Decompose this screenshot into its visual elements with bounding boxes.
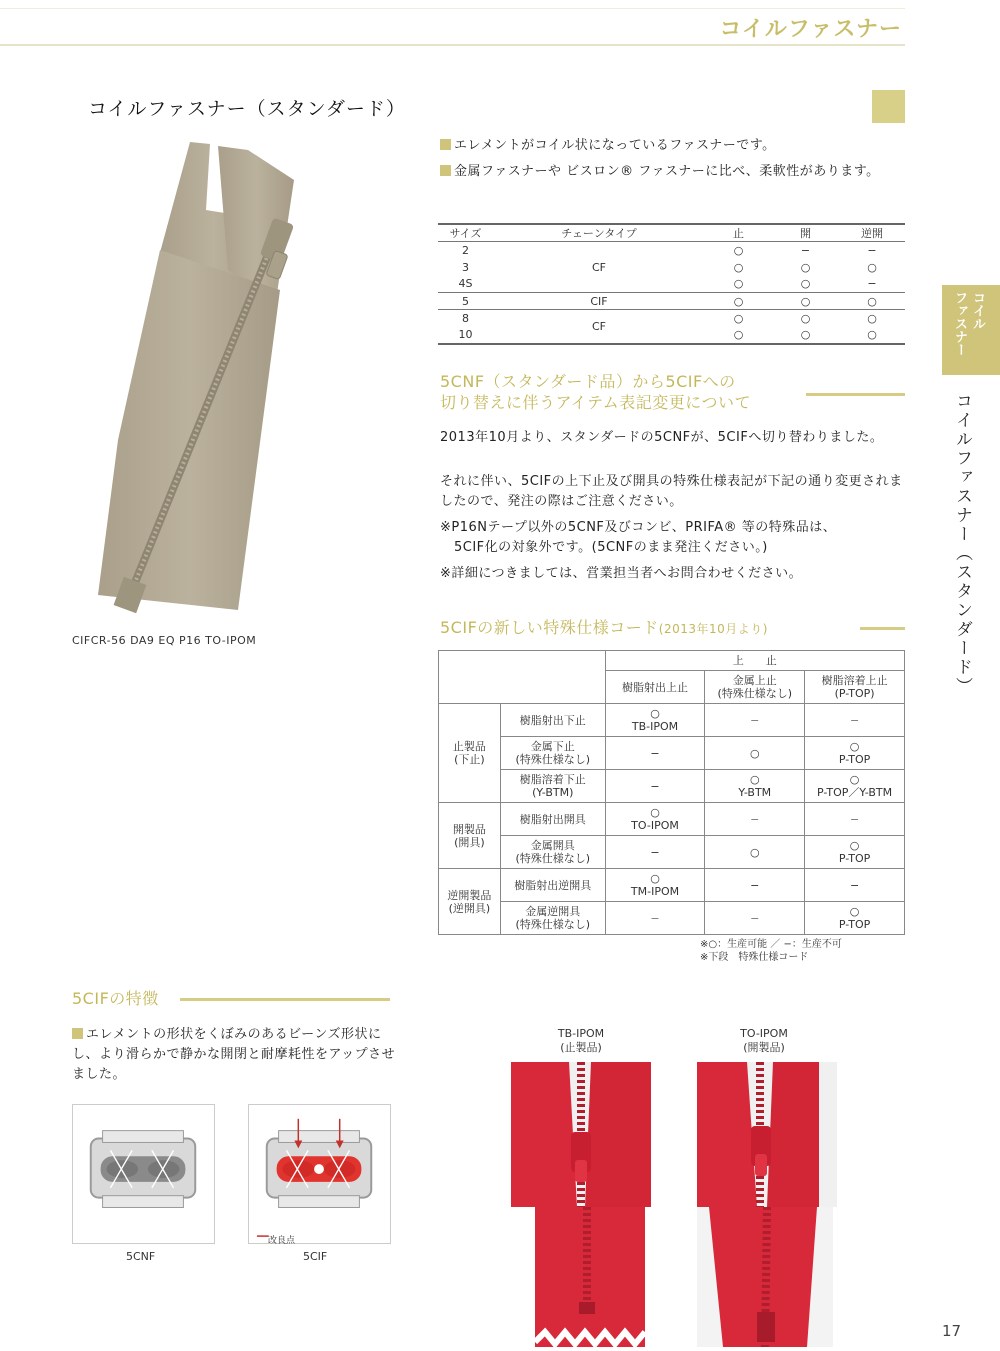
header-rule — [0, 44, 905, 46]
table-cell: ○ — [705, 836, 805, 869]
paragraph-note: ※詳細につきましては、営業担当者へお問合わせください。 — [440, 566, 803, 581]
table-cell: ○ — [733, 260, 744, 274]
diagram-label: 5CIF — [303, 1250, 328, 1263]
red-zipper-open-end-image — [697, 1062, 837, 1347]
paragraph: 2013年10月より、スタンダードの5CNFが、5CIFへ切り替わりました。 — [440, 430, 884, 445]
table-cell: − — [805, 869, 905, 902]
table-cell: 3 — [462, 260, 469, 274]
table-header-cell: チェーンタイプ — [493, 224, 705, 242]
table-cell: − — [705, 803, 805, 836]
table-cell: − — [867, 243, 877, 257]
table-cell: CF — [493, 242, 705, 293]
table-cell: − — [605, 902, 705, 935]
table-header-cell: 開 — [772, 224, 839, 242]
table-cell: ○ — [705, 737, 805, 770]
header-title: コイルファスナー — [719, 17, 902, 42]
table-cell: 2 — [462, 243, 469, 257]
diagram-label: 5CNF — [126, 1250, 156, 1263]
table-cell: − — [605, 836, 705, 869]
heading-rule — [180, 998, 390, 1001]
table-group-label: 止製品 (下止) — [439, 704, 501, 803]
table-cell: ○ — [867, 311, 877, 325]
heading-rule — [806, 393, 905, 396]
table-cell: ○ — [839, 327, 905, 344]
page-number: 17 — [942, 1322, 962, 1340]
side-tab-label: コイル ファスナー — [952, 291, 985, 356]
section-heading: 5CIFの特徴 — [72, 989, 159, 1008]
table-cell: ○ — [705, 293, 772, 310]
table-cell: CF — [493, 310, 705, 344]
table-header-cell: 樹脂射出上止 — [605, 671, 705, 704]
table-header-cell: 逆開 — [839, 224, 905, 242]
table-row — [438, 293, 905, 310]
table-row — [439, 902, 905, 935]
feature-description: エレメントの形状をくぼみのあるビーンズ形状にし、より滑らかで静かな開閉と耐摩耗性をアップさせました。 — [72, 1027, 396, 1082]
beige-zipper-image — [98, 140, 328, 630]
table-cell: ○ — [772, 327, 839, 344]
table-cell: ○ P-TOP／Y-BTM — [805, 770, 905, 803]
table-cell: 5 — [438, 293, 493, 310]
table-cell: − — [705, 869, 805, 902]
table-group-label: 逆開製品 (逆開具) — [439, 869, 501, 935]
table-cell: − — [705, 704, 805, 737]
table-corner-cell — [439, 651, 606, 704]
table-cell: ○ — [867, 260, 877, 274]
section-heading: 5CNF（スタンダード品）から5CIFへの 切り替えに伴うアイテム表記変更について — [440, 372, 751, 412]
element-diagram-5cif — [248, 1104, 391, 1244]
table-cell: ○ — [800, 311, 811, 325]
table-cell: − — [605, 770, 705, 803]
bullet-square-icon — [72, 1028, 83, 1039]
table-row-label: 金属下止 (特殊仕様なし) — [500, 737, 605, 770]
element-diagram-5cnf — [72, 1104, 215, 1244]
table-cell: 8 — [462, 311, 469, 325]
table-cell: − — [800, 243, 811, 257]
bullet-square-icon — [440, 139, 451, 150]
table-cell: − — [705, 902, 805, 935]
table-cell: − — [805, 803, 905, 836]
table-header-row — [438, 224, 905, 242]
table-cell: ○ — [772, 293, 839, 310]
table-cell: ○ Y-BTM — [705, 770, 805, 803]
table-row-label: 樹脂射出逆開具 — [500, 869, 605, 902]
table-footnote: ※○：生産可能 ／ −：生産不可 ※下段 特殊仕様コード — [700, 939, 842, 963]
table-cell: ○ TB-IPOM — [605, 704, 705, 737]
table-row — [439, 803, 905, 836]
table-row — [439, 869, 905, 902]
table-cell: ○ TM-IPOM — [605, 869, 705, 902]
section-heading: 5CIFの新しい特殊仕様コード(2013年10月より) — [440, 618, 768, 637]
side-tab[interactable] — [942, 285, 1000, 375]
table-cell: − — [839, 276, 905, 293]
table-row — [439, 770, 905, 803]
table-cell: ○ P-TOP — [805, 902, 905, 935]
heading-rule — [860, 627, 905, 630]
table-cell: ○ P-TOP — [805, 836, 905, 869]
table-header-cell: 樹脂溶着上止 (P-TOP) — [805, 671, 905, 704]
table-row — [439, 737, 905, 770]
table-cell: ○ P-TOP — [805, 737, 905, 770]
diagram-legend: 改良点 — [268, 1236, 296, 1246]
header-rule-top — [0, 8, 905, 9]
bullet-square-icon — [440, 165, 451, 176]
table-row — [438, 242, 905, 259]
table-row-label: 樹脂溶着下止 (Y-BTM) — [500, 770, 605, 803]
paragraph: それに伴い、5CIFの上下止及び開具の特殊仕様表記が下記の通り変更されましたので、発注の際はご注意ください。 — [440, 474, 903, 509]
table-cell: − — [805, 704, 905, 737]
zipper-caption: CIFCR-56 DA9 EQ P16 TO-IPOM — [72, 634, 257, 647]
table-row — [439, 704, 905, 737]
table-cell: CIF — [493, 293, 705, 310]
table-header-cell: 金属上止 (特殊仕様なし) — [705, 671, 805, 704]
table-cell: ○ — [705, 276, 772, 293]
table-cell: − — [605, 737, 705, 770]
table-header-row — [439, 651, 905, 671]
table-cell: ○ — [800, 260, 811, 274]
accent-square — [872, 90, 905, 123]
paragraph-note: ※P16Nテープ以外の5CNF及びコンビ、PRIFA® 等の特殊品は、 5CIF化の対象外です。(5CNFのまま発注ください。) — [440, 520, 837, 555]
table-header-cell: 止 — [705, 224, 772, 242]
table-cell: ○ — [733, 243, 744, 257]
table-group-label: 開製品 (開具) — [439, 803, 501, 869]
table-cell: ○ — [733, 311, 744, 325]
photo-label: TB-IPOM (止製品) — [557, 1027, 605, 1054]
table-cell: 10 — [438, 327, 493, 344]
table-row-label: 金属逆開具 (特殊仕様なし) — [500, 902, 605, 935]
table-cell: ○ — [839, 293, 905, 310]
spec-table — [438, 223, 905, 345]
bullet-item: 金属ファスナーや ビスロン® ファスナーに比べ、柔軟性があります。 — [440, 162, 910, 182]
table-header-cell: 上 止 — [605, 651, 904, 671]
table-row — [439, 836, 905, 869]
table-header-cell: サイズ — [438, 224, 493, 242]
photo-label: TO-IPOM (開製品) — [740, 1027, 788, 1054]
table-row-label: 樹脂射出開具 — [500, 803, 605, 836]
table-cell: ○ — [705, 327, 772, 344]
table-cell: ○ — [772, 276, 839, 293]
table-cell: ○ TO-IPOM — [605, 803, 705, 836]
page-title: コイルファスナー（スタンダード） — [88, 98, 406, 120]
red-zipper-closed-end-image — [511, 1062, 651, 1347]
side-vertical-title: コイルファスナー（スタンダード） — [952, 392, 972, 696]
table-row-label: 樹脂射出下止 — [500, 704, 605, 737]
table-row — [438, 310, 905, 327]
bullet-item: エレメントがコイル状になっているファスナーです。 — [440, 136, 910, 156]
table-row-label: 金属開具 (特殊仕様なし) — [500, 836, 605, 869]
table-cell: 4S — [438, 276, 493, 293]
code-table — [438, 650, 905, 935]
